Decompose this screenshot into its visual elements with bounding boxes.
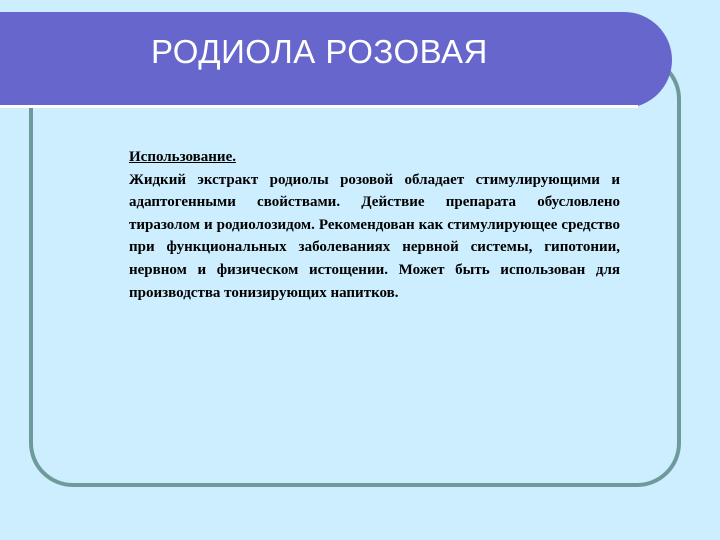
slide-title: РОДИОЛА РОЗОВАЯ <box>151 33 488 70</box>
title-underline <box>0 105 638 108</box>
section-heading: Использование. <box>129 149 236 165</box>
body-text-block <box>129 146 620 304</box>
section-paragraph: Жидкий экстракт родиолы розовой обладает стимулирующими и адаптогенными свойствами. Действие препарата обусловлено тиразолом и родиолозидом. Рекомендован как стимулирующее средство при функциональных заболеваниях нервной системы, гипотонии, нервном и физическом истощении. Может быть использован для производства тонизирующих напитков. <box>129 171 620 301</box>
